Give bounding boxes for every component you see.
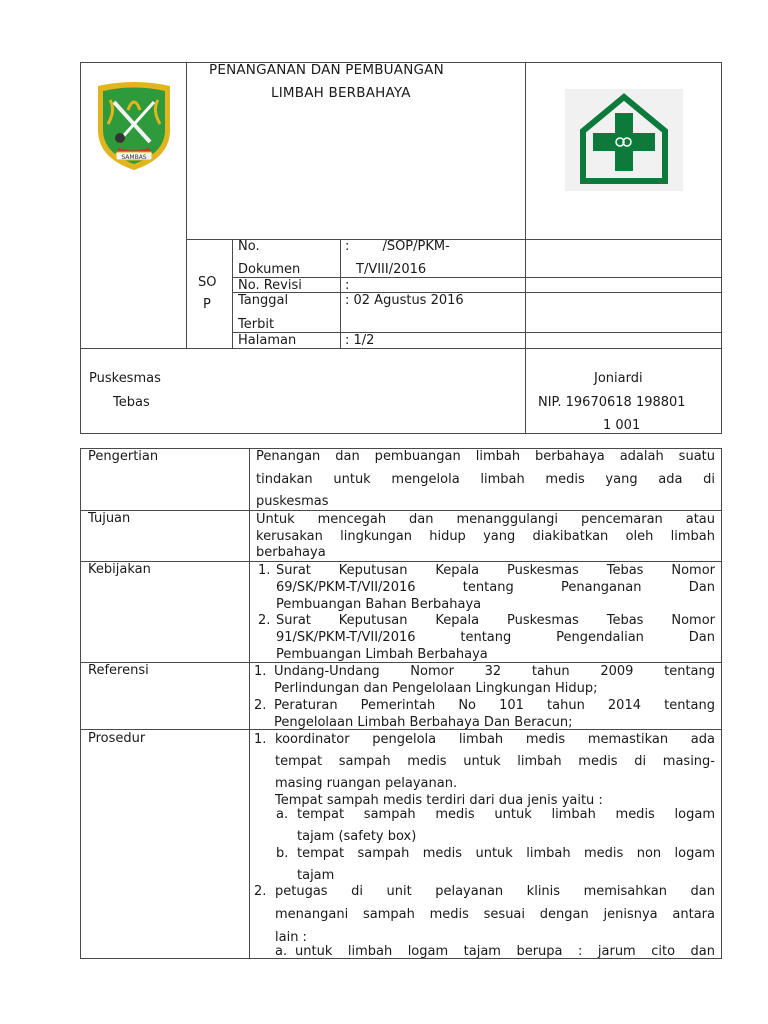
kebijakan-item-2-line-2: 91/SK/PKM-T/VII/2016 tentang Pengendalian Dan [276, 630, 715, 645]
tujuan-line-1: Untuk mencegah dan menanggulangi pencemaran atau [256, 512, 715, 527]
sop-label-2: P [203, 297, 211, 312]
kebijakan-item-1-line-2: 69/SK/PKM-T/VII/2016 tentang Penanganan Dan [276, 580, 715, 595]
sop-label-1: SO [198, 275, 217, 290]
prosedur-sub-b-label: b. [276, 846, 289, 861]
prosedur-step-2a-label: a. [275, 944, 288, 959]
field-tanggal-label-1: Tanggal [238, 293, 289, 308]
prosedur-sub-a-line-1: tempat sampah medis untuk limbah medis logam [297, 807, 715, 822]
field-halaman-label: Halaman [238, 333, 297, 348]
referensi-item-2-line-2: Pengelolaan Limbah Berbahaya Dan Beracun; [274, 715, 573, 730]
signer-nip-line2: 1 001 [603, 418, 641, 433]
puskesmas-logo-icon [565, 89, 683, 191]
referensi-item-1-num: 1. [254, 664, 267, 679]
referensi-item-2-num: 2. [254, 698, 267, 713]
prosedur-step-1-line-3: masing ruangan pelayanan. [275, 776, 458, 791]
section-label-kebijakan: Kebijakan [88, 562, 151, 577]
section-label-tujuan: Tujuan [88, 511, 131, 526]
prosedur-step-1-line-1: koordinator pengelola limbah medis memastikan ada [275, 732, 715, 747]
emblem-ribbon-text: SAMBAS [121, 154, 147, 161]
field-no-dokumen-label-1: No. [238, 239, 260, 254]
section-label-pengertian: Pengertian [88, 449, 159, 464]
field-no-dokumen-value-2: T/VIII/2016 [356, 262, 427, 277]
pengertian-line-2: tindakan untuk mengelola limbah medis yang ada di [256, 472, 715, 487]
prosedur-step-2a-line: untuk limbah logam tajam berupa : jarum cito dan [295, 944, 715, 959]
tujuan-line-2: kerusakan lingkungan hidup yang diakibatkan oleh limbah [256, 529, 715, 544]
field-no-dokumen-value-1: : /SOP/PKM- [345, 239, 450, 254]
prosedur-sub-b-line-2: tajam [297, 868, 335, 883]
prosedur-step-2-line-3: lain : [275, 930, 307, 945]
field-tanggal-label-2: Terbit [238, 317, 275, 332]
field-no-revisi-value: : [345, 278, 350, 293]
tujuan-line-3: berbahaya [256, 545, 326, 560]
pengertian-line-1: Penangan dan pembuangan limbah berbahaya adalah suatu [256, 449, 715, 464]
prosedur-step-1-num: 1. [254, 732, 267, 747]
section-label-referensi: Referensi [88, 663, 149, 678]
kebijakan-item-2-num: 2. [258, 613, 271, 628]
field-no-revisi-label: No. Revisi [238, 278, 302, 293]
prosedur-sub-a-line-2: tajam (safety box) [297, 829, 417, 844]
prosedur-sub-a-label: a. [276, 807, 289, 822]
prosedur-step-1-line-2: tempat sampah medis untuk limbah medis di masing- [275, 754, 715, 769]
regency-emblem-icon [92, 80, 176, 172]
field-no-dokumen-label-2: Dokumen [238, 262, 301, 277]
field-halaman-value: : 1/2 [345, 333, 375, 348]
signer-name: Joniardi [594, 371, 643, 386]
document-title-line2: LIMBAH BERBAHAYA [271, 85, 411, 101]
prosedur-step-2-line-1: petugas di unit pelayanan klinis memisahkan dan [275, 884, 715, 899]
kebijakan-item-1-line-1: Surat Keputusan Kepala Puskesmas Tebas Nomor [276, 563, 715, 578]
referensi-item-1-line-2: Perlindungan dan Pengelolaan Lingkungan Hidup; [274, 681, 598, 696]
field-tanggal-value: : 02 Agustus 2016 [345, 293, 464, 308]
signer-nip-line1: NIP. 19670618 198801 [538, 395, 686, 410]
referensi-item-1-line-1: Undang-Undang Nomor 32 tahun 2009 tentang [274, 664, 715, 679]
org-name-line2: Tebas [113, 395, 150, 410]
prosedur-sub-b-line-1: tempat sampah medis untuk limbah medis non logam [297, 846, 715, 861]
section-label-prosedur: Prosedur [88, 731, 146, 746]
prosedur-step-1-note: Tempat sampah medis terdiri dari dua jenis yaitu : [275, 793, 603, 808]
org-name-line1: Puskesmas [89, 371, 161, 386]
document-title-line1: PENANGANAN DAN PEMBUANGAN [209, 62, 444, 78]
prosedur-step-2-num: 2. [254, 884, 267, 899]
kebijakan-item-2-line-3: Pembuangan Limbah Berbahaya [276, 647, 488, 662]
kebijakan-item-2-line-1: Surat Keputusan Kepala Puskesmas Tebas Nomor [276, 613, 715, 628]
kebijakan-item-1-num: 1. [258, 563, 271, 578]
pengertian-line-3: puskesmas [256, 494, 329, 509]
referensi-item-2-line-1: Peraturan Pemerintah No 101 tahun 2014 tentang [274, 698, 715, 713]
prosedur-step-2-line-2: menangani sampah medis sesuai dengan jenisnya antara [275, 907, 715, 922]
kebijakan-item-1-line-3: Pembuangan Bahan Berbahaya [276, 597, 482, 612]
